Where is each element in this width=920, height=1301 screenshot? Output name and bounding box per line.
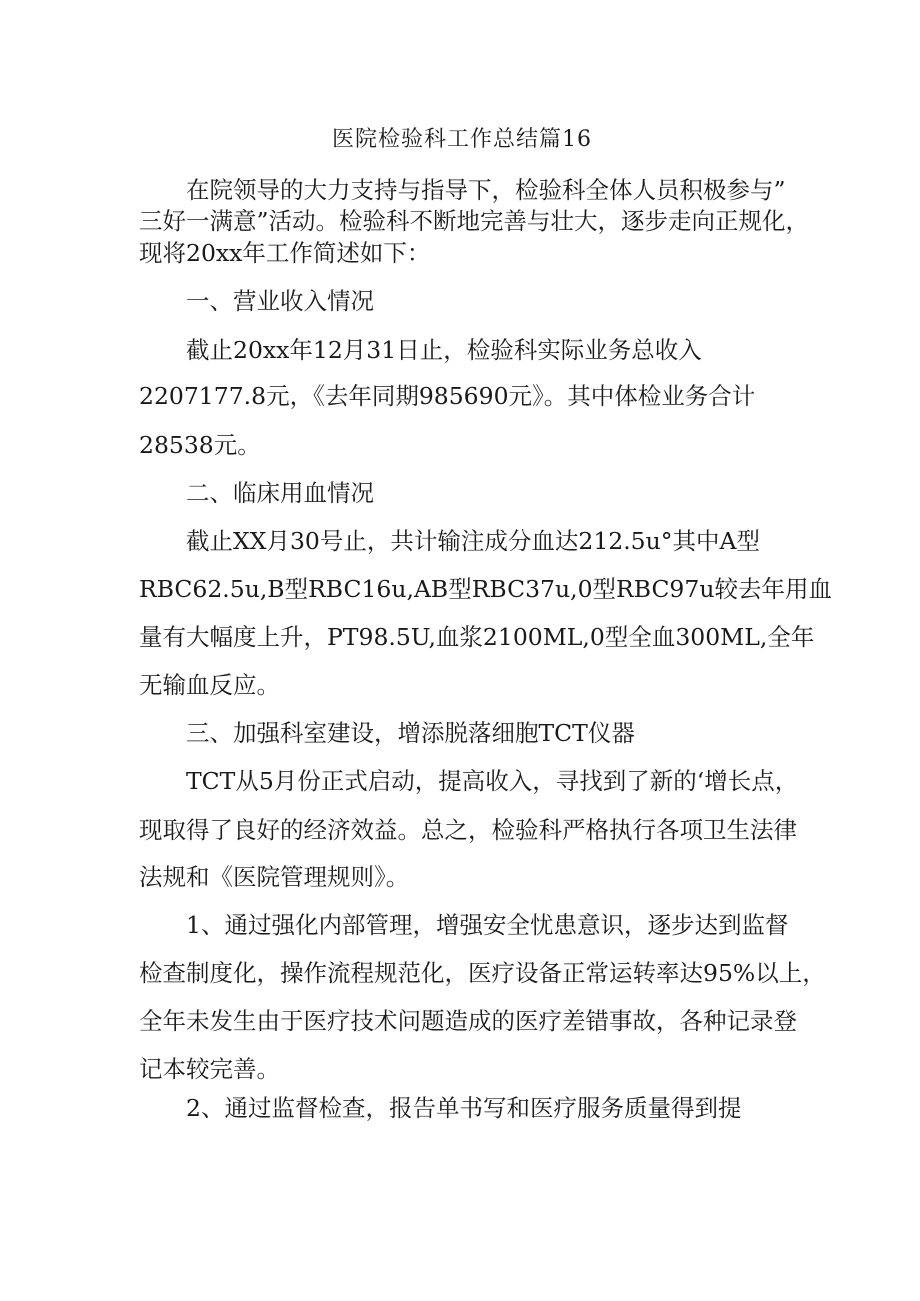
paragraph-line: 三好一满意”活动。检验科不断地完善与壮大，逐步走向正规化， xyxy=(139,207,810,235)
paragraph-line: 量有大幅度上升，PT98.5U,血浆2100ML,0型全血300ML,全年 xyxy=(139,623,815,651)
paragraph-line: 全年未发生由于医疗技术问题造成的医疗差错事故，各种记录登 xyxy=(139,1007,797,1035)
page-title: 医院检验科工作总结篇16 xyxy=(332,127,592,152)
paragraph-line: 截止XX月30号止，共计输注成分血达212.5u°其中A型 xyxy=(186,527,760,555)
paragraph-line: 记本较完善。 xyxy=(139,1055,280,1083)
paragraph-line: 1、通过强化内部管理，增强安全忧患意识，逐步达到监督 xyxy=(186,911,789,939)
paragraph-line: 检查制度化，操作流程规范化，医疗设备正常运转率达95%以上， xyxy=(139,959,826,987)
paragraph-line: 2、通过监督检查，报告单书写和医疗服务质量得到提 xyxy=(186,1094,742,1122)
paragraph-line: 无输血反应。 xyxy=(139,671,280,699)
paragraph-line: 截止20xx年12月31日止，检验科实际业务总收入 xyxy=(186,336,702,364)
section-heading: 一、营业收入情况 xyxy=(186,287,374,315)
paragraph-line: 现将20xx年工作简述如下： xyxy=(139,239,431,267)
paragraph-line: 在院领导的大力支持与指导下，检验科全体人员积极参与” xyxy=(186,176,786,204)
paragraph-line: TCT从5月份正式启动，提高收入，寻找到了新的‘增长点， xyxy=(186,767,799,795)
paragraph-line: RBC62.5u,B型RBC16u,AB型RBC37u,0型RBC97u较去年用血 xyxy=(139,575,832,603)
paragraph-line: 法规和《医院管理规则》。 xyxy=(139,863,410,891)
paragraph-line: 28538元。 xyxy=(139,431,261,459)
section-heading: 三、加强科室建设，增添脱落细胞TCT仪器 xyxy=(186,719,635,747)
paragraph-line: 2207177.8元，《去年同期985690元》。其中体检业务合计 xyxy=(139,382,756,410)
section-heading: 二、临床用血情况 xyxy=(186,479,374,507)
paragraph-line: 现取得了良好的经济效益。总之，检验科严格执行各项卫生法律 xyxy=(139,816,797,844)
